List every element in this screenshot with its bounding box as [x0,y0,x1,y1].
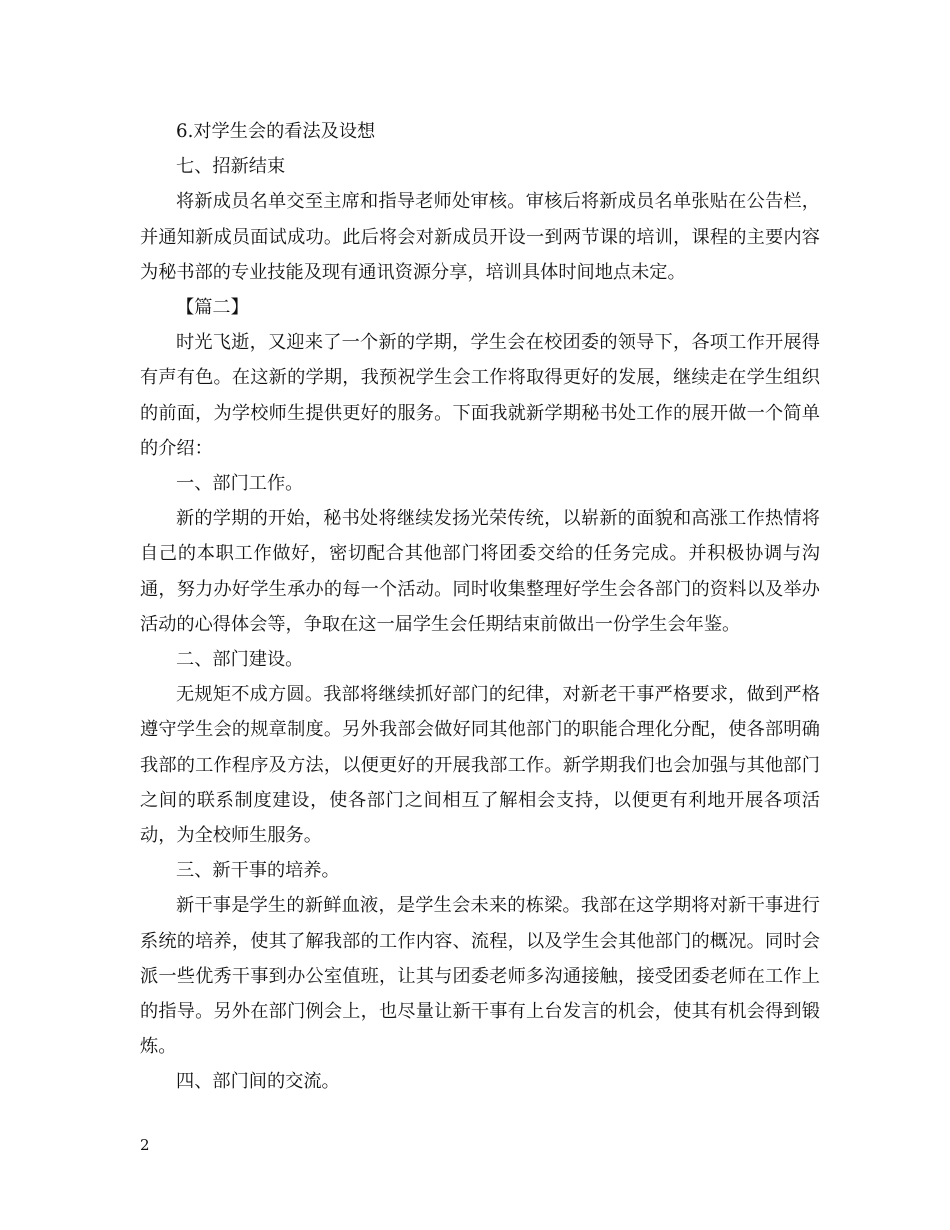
section-heading: 四、部门间的交流。 [176,1071,340,1093]
page-number: 2 [140,1136,150,1154]
body-paragraph: 无规矩不成方圆。我部将继续抓好部门的纪律，对新老干事严格要求，做到严格遵守学生会的规章制度。另外我部会做好同其他部门的职能合理化分配，使各部明确我部的工作程序及方法，以便更好的开展我部工作。新学期我们也会加强与其他部门之间的联系制度建设，使各部门之间相互了解相会支持，以便更有利地开展各项活动，为全校师生服务。 [140,684,820,847]
part-heading: 【篇二】 [176,297,249,319]
body-paragraph: 新的学期的开始，秘书处将继续发扬光荣传统，以崭新的面貌和高涨工作热情将自己的本职工作做好，密切配合其他部门将团委交给的任务完成。并积极协调与沟通，努力办好学生承办的每一个活动。同时收集整理好学生会各部门的资料以及举办活动的心得体会等，争取在这一届学生会任期结束前做出一份学生会年鉴。 [140,508,820,635]
body-paragraph: 时光飞逝，又迎来了一个新的学期，学生会在校团委的领导下，各项工作开展得有声有色。在这新的学期，我预祝学生会工作将取得更好的发展，继续走在学生组织的前面，为学校师生提供更好的服务。下面我就新学期秘书处工作的展开做一个简单的介绍： [140,332,820,459]
section-heading: 七、招新结束 [176,156,286,178]
body-paragraph: 新干事是学生的新鲜血液，是学生会未来的栋梁。我部在这学期将对新干事进行系统的培养，使其了解我部的工作内容、流程，以及学生会其他部门的概况。同时会派一些优秀干事到办公室值班，让其与团委老师多沟通接触，接受团委老师在工作上的指导。另外在部门例会上，也尽量让新干事有上台发言的机会，使其有机会得到锻炼。 [140,895,820,1058]
section-heading: 二、部门建设。 [176,649,304,671]
section-item-heading: 6.对学生会的看法及设想 [176,121,376,142]
section-heading: 一、部门工作。 [176,473,304,495]
section-heading: 三、新干事的培养。 [176,860,340,882]
document-body [140,114,820,1100]
body-paragraph: 将新成员名单交至主席和指导老师处审核。审核后将新成员名单张贴在公告栏，并通知新成员面试成功。此后将会对新成员开设一到两节课的培训，课程的主要内容为秘书部的专业技能及现有通讯资源分享，培训具体时间地点未定。 [140,191,820,283]
